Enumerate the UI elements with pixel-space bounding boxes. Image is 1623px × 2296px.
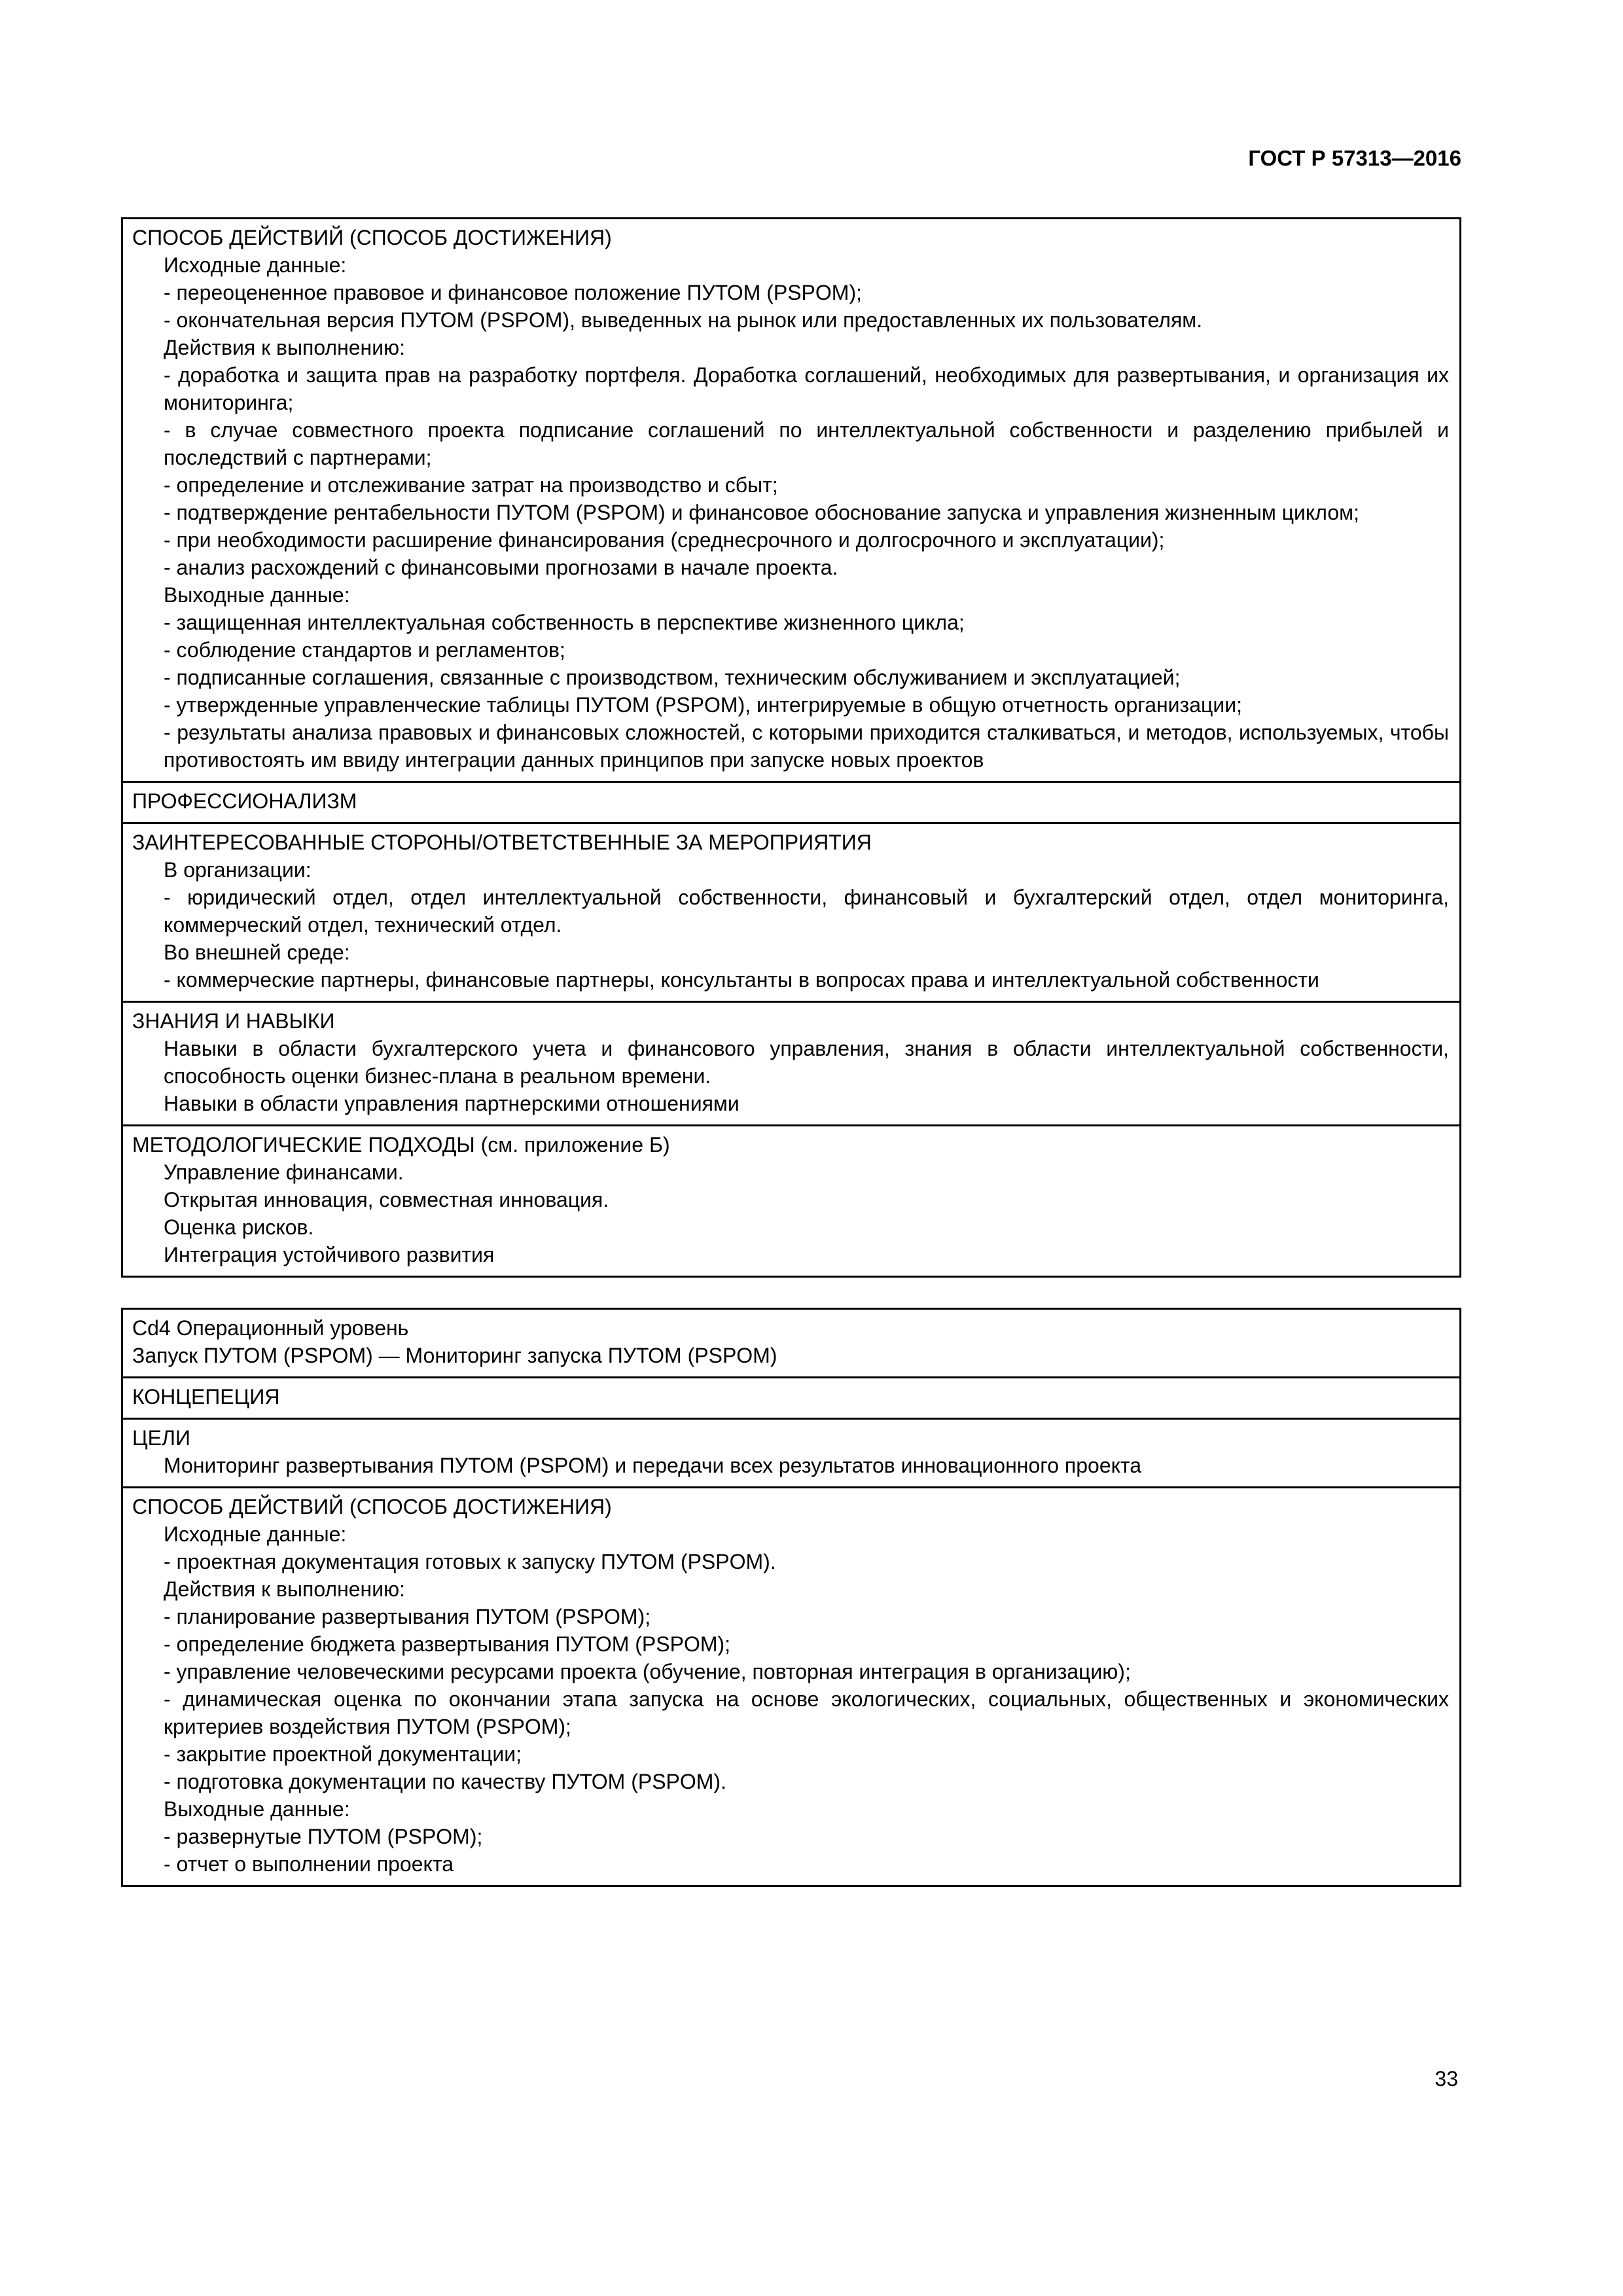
text-line: Выходные данные:: [164, 1797, 350, 1821]
section-title: ПРОФЕССИОНАЛИЗМ: [132, 789, 357, 813]
table-section: [123, 1420, 1459, 1488]
list-item: - соблюдение стандартов и регламентов;: [164, 638, 565, 662]
list-item: - определение бюджета развертывания ПУТОМ (PSPOM);: [164, 1632, 731, 1656]
table-section: [123, 1378, 1459, 1420]
section-title: СПОСОБ ДЕЙСТВИЙ (СПОСОБ ДОСТИЖЕНИЯ): [132, 226, 612, 249]
list-item: - определение и отслеживание затрат на производство и сбыт;: [164, 473, 778, 497]
table-section: [123, 1488, 1459, 1885]
section-title: КОНЦЕПЕЦИЯ: [132, 1385, 280, 1408]
text-line: Во внешней среде:: [164, 941, 350, 964]
list-item: - динамическая оценка по окончании этапа запуска на основе экологических, социальных, общественных и экономических критериев воздействия ПУТОМ (PSPOM);: [164, 1687, 1449, 1738]
text-line: Управление финансами.: [164, 1160, 404, 1184]
list-item: - коммерческие партнеры, финансовые партнеры, консультанты в вопросах права и интеллектуальной собственности: [164, 968, 1319, 992]
text-line: Действия к выполнению:: [164, 336, 405, 359]
text-line: Открытая инновация, совместная инновация.: [164, 1188, 609, 1211]
text-line: Оценка рисков.: [164, 1215, 314, 1239]
text-line: Мониторинг развертывания ПУТОМ (PSPOM) и передачи всех результатов инновационного проекта: [164, 1454, 1142, 1477]
page-header: [1248, 145, 1461, 171]
text-line: Интеграция устойчивого развития: [164, 1243, 495, 1266]
list-item: - управление человеческими ресурсами проекта (обучение, повторная интеграция в организацию);: [164, 1660, 1131, 1683]
tables-root: [121, 217, 1461, 1887]
doc-table-1: [121, 217, 1461, 1278]
table-section: [123, 783, 1459, 824]
list-item: - юридический отдел, отдел интеллектуальной собственности, финансовый и бухгалтерский отдел, отдел мониторинга, коммерческий отдел, технический отдел.: [164, 886, 1449, 937]
list-item: - подготовка документации по качеству ПУТОМ (PSPOM).: [164, 1770, 726, 1793]
list-item: - подтверждение рентабельности ПУТОМ (PSPOM) и финансовое обоснование запуска и управления жизненным циклом;: [164, 501, 1359, 524]
doc-table-2: [121, 1308, 1461, 1887]
list-item: - утвержденные управленческие таблицы ПУТОМ (PSPOM), интегрируемые в общую отчетность организации;: [164, 693, 1242, 717]
table-section: [123, 1126, 1459, 1276]
list-item: - анализ расхождений с финансовыми прогнозами в начале проекта.: [164, 556, 838, 579]
section-title: СПОСОБ ДЕЙСТВИЙ (СПОСОБ ДОСТИЖЕНИЯ): [132, 1495, 612, 1518]
list-item: - закрытие проектной документации;: [164, 1742, 522, 1766]
text-line: Исходные данные:: [164, 253, 347, 277]
text-line: Запуск ПУТОМ (PSPOM) — Мониторинг запуска ПУТОМ (PSPOM): [132, 1344, 777, 1367]
text-line: Исходные данные:: [164, 1522, 347, 1546]
table-section: [123, 1310, 1459, 1378]
list-item: - отчет о выполнении проекта: [164, 1852, 454, 1876]
standard-number: ГОСТ Р 57313—2016: [1248, 146, 1461, 170]
section-title: ЦЕЛИ: [132, 1426, 191, 1450]
section-title: ЗНАНИЯ И НАВЫКИ: [132, 1009, 335, 1033]
list-item: - защищенная интеллектуальная собственность в перспективе жизненного цикла;: [164, 611, 965, 634]
list-item: - проектная документация готовых к запуску ПУТОМ (PSPOM).: [164, 1550, 776, 1573]
list-item: - при необходимости расширение финансирования (среднесрочного и долгосрочного и эксплуатации);: [164, 528, 1165, 552]
table-section: [123, 219, 1459, 783]
text-line: Навыки в области управления партнерскими отношениями: [164, 1092, 740, 1115]
list-item: - подписанные соглашения, связанные с производством, техническим обслуживанием и эксплуатацией;: [164, 666, 1181, 689]
page-number: 33: [1435, 2067, 1458, 2090]
list-item: - переоцененное правовое и финансовое положение ПУТОМ (PSPOM);: [164, 281, 862, 304]
text-line: Выходные данные:: [164, 583, 350, 607]
section-title: Cd4 Операционный уровень: [132, 1316, 409, 1340]
list-item: - результаты анализа правовых и финансовых сложностей, с которыми приходится сталкиваться, и методов, используемых, чтобы противостоять им ввиду интеграции данных принципов при запуске новых проектов: [164, 721, 1449, 772]
text-line: Навыки в области бухгалтерского учета и финансового управления, знания в области интеллектуальной собственности, способность оценки бизнес-плана в реальном времени.: [164, 1037, 1449, 1088]
list-item: - в случае совместного проекта подписание соглашений по интеллектуальной собственности и разделению прибылей и последствий с партнерами;: [164, 418, 1449, 469]
text-line: В организации:: [164, 858, 312, 882]
list-item: - доработка и защита прав на разработку портфеля. Доработка соглашений, необходимых для развертывания, и организация их мониторинга;: [164, 363, 1449, 414]
list-item: - развернутые ПУТОМ (PSPOM);: [164, 1825, 483, 1848]
section-title: ЗАИНТЕРЕСОВАННЫЕ СТОРОНЫ/ОТВЕТСТВЕННЫЕ ЗА МЕРОПРИЯТИЯ: [132, 831, 872, 854]
document-content: [121, 217, 1461, 1887]
list-item: - планирование развертывания ПУТОМ (PSPOM);: [164, 1605, 651, 1628]
table-section: [123, 1003, 1459, 1126]
section-title: МЕТОДОЛОГИЧЕСКИЕ ПОДХОДЫ (см. приложение Б): [132, 1133, 670, 1157]
text-line: Действия к выполнению:: [164, 1577, 405, 1601]
page-footer: [1435, 2066, 1458, 2092]
table-section: [123, 824, 1459, 1003]
list-item: - окончательная версия ПУТОМ (PSPOM), выведенных на рынок или предоставленных их пользователям.: [164, 308, 1203, 332]
